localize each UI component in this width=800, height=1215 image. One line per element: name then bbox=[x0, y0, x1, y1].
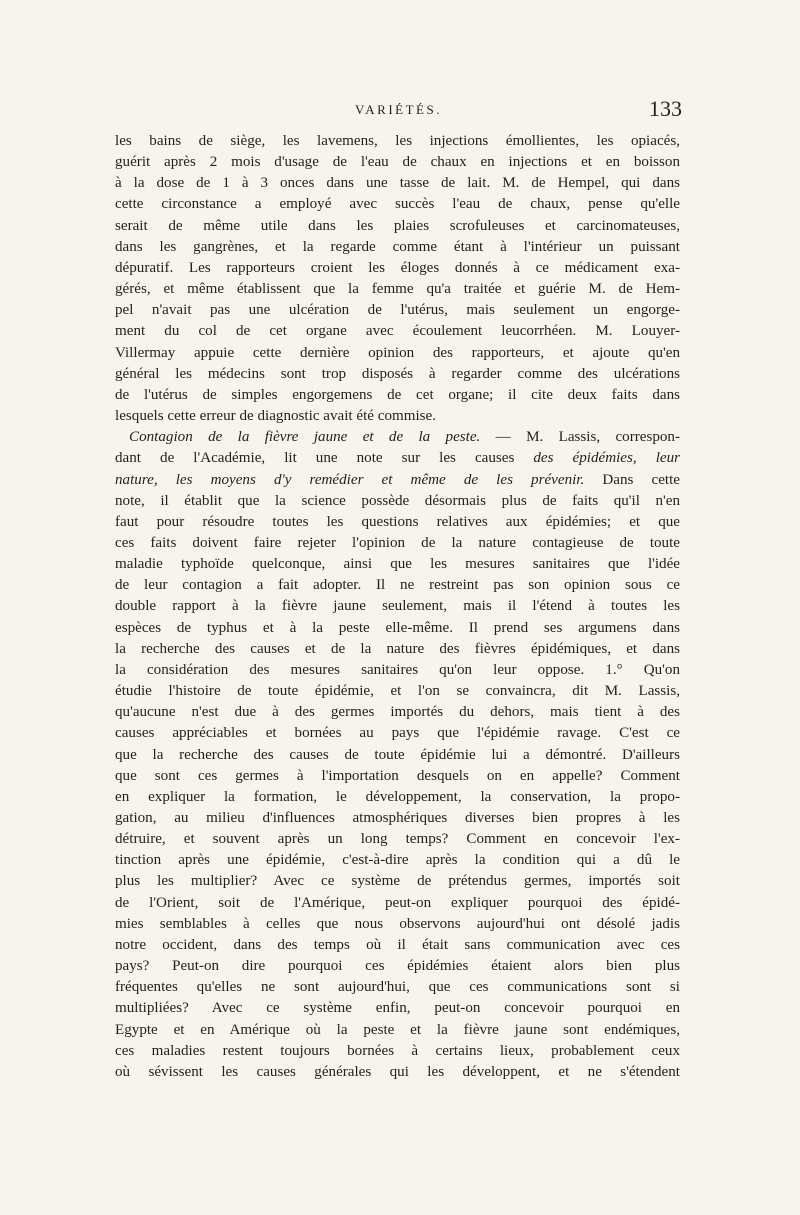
text-line: mies semblables à celles que nous observons aujourd'hui ont désolé jadis bbox=[115, 915, 680, 932]
text-line: pel n'avait pas une ulcération de l'utérus, mais seulement un engorge- bbox=[115, 302, 680, 319]
text-line: où sévissent les causes générales qui les développent, et ne s'étendent bbox=[115, 1063, 680, 1080]
text-line: dépuratif. Les rapporteurs croient les éloges donnés à ce médicament exa- bbox=[115, 259, 680, 276]
text-line: pays? Peut-on dire pourquoi ces épidémies étaient alors bien plus bbox=[115, 958, 680, 975]
text-line: faut pour résoudre toutes les questions relatives aux épidémies; et que bbox=[115, 513, 680, 530]
text-line: ces maladies restent toujours bornées à certains lieux, probablement ceux bbox=[115, 1042, 680, 1059]
text-line bbox=[115, 427, 680, 448]
text-line: tinction après une épidémie, c'est-à-dire après la condition qui a dû le bbox=[115, 852, 680, 869]
text-line: Villermay appuie cette dernière opinion des rapporteurs, et ajoute qu'en bbox=[115, 344, 680, 361]
text-line: plus les multiplier? Avec ce système de prétendus germes, importés soit bbox=[115, 873, 680, 890]
text-line: de l'Orient, soit de l'Amérique, peut-on expliquer pourquoi des épidé- bbox=[115, 894, 680, 911]
text-line bbox=[115, 448, 680, 469]
text-line: gation, au milieu d'influences atmosphériques diverses bien propres à les bbox=[115, 810, 680, 826]
text-line: ces faits doivent faire rejeter l'opinion de la nature contagieuse de toute bbox=[115, 534, 680, 551]
text-line: que la recherche des causes de toute épidémie lui a démontré. D'ailleurs bbox=[115, 746, 680, 763]
text-line: double rapport à la fièvre jaune seulement, mais il l'étend à toutes les bbox=[115, 598, 680, 615]
paragraph-remedies bbox=[115, 131, 680, 427]
text-segment: — M. Lassis, correspon- bbox=[480, 429, 680, 446]
page-header bbox=[115, 96, 682, 126]
italic-title: des épidémies, leur bbox=[533, 450, 680, 467]
text-line: serait de même utile dans les plaies scrofuleuses et carcinomateuses, bbox=[115, 217, 680, 234]
text-line: détruire, et souvent après un long temps? Comment en concevoir l'ex- bbox=[115, 831, 680, 848]
text-line: que sont ces germes à l'importation desquels on en appelle? Comment bbox=[115, 767, 680, 784]
text-line: gérés, et même établissent que la femme qu'a traitée et guérie M. de Hem- bbox=[115, 281, 680, 298]
text-line: la recherche des causes et de la nature des fièvres épidémiques, et dans bbox=[115, 640, 680, 657]
text-line: note, il établit que la science possède désormais plus de faits qu'il n'en bbox=[115, 492, 680, 509]
text-line: guérit après 2 mois d'usage de l'eau de chaux en injections et en boisson bbox=[115, 154, 680, 171]
text-line: à la dose de 1 à 3 onces dans une tasse de lait. M. de Hempel, qui dans bbox=[115, 175, 680, 192]
paragraph-contagion-body bbox=[115, 491, 680, 1083]
text-segment: dant de l'Académie, lit une note sur les causes bbox=[115, 450, 534, 467]
section-heading: Contagion de la fièvre jaune et de la peste. bbox=[129, 429, 481, 446]
text-line: ment du col de cet organe avec écoulement leucorrhéen. M. Louyer- bbox=[115, 323, 680, 340]
text-line: dans les gangrènes, et la regarde comme étant à l'intérieur un puissant bbox=[115, 238, 680, 255]
text-line bbox=[115, 470, 680, 491]
text-line: général les médecins sont trop disposés à regarder comme des ulcérations bbox=[115, 365, 680, 382]
running-title: VARIÉTÉS. bbox=[355, 102, 442, 117]
text-line: en expliquer la formation, le développement, la conservation, la propo- bbox=[115, 788, 680, 805]
italic-title: nature, les moyens d'y remédier et même de les prévenir. bbox=[115, 471, 585, 488]
text-line: Egypte et en Amérique où la peste et la fièvre jaune sont endémiques, bbox=[115, 1021, 680, 1038]
text-line: maladie typhoïde quelconque, ainsi que les mesures sanitaires que l'idée bbox=[115, 556, 680, 573]
body-text bbox=[115, 131, 680, 1083]
text-line: notre occident, dans des temps où il était sans communication avec ces bbox=[115, 936, 680, 953]
text-line: lesquels cette erreur de diagnostic avait été commise. bbox=[115, 408, 437, 425]
text-line: multipliées? Avec ce système enfin, peut-on concevoir pourquoi en bbox=[115, 1000, 680, 1017]
page-number: 133 bbox=[649, 96, 682, 121]
text-line: causes appréciables et bornées au pays que l'épidémie ravage. C'est ce bbox=[115, 725, 680, 742]
text-line: de l'utérus de simples engorgemens de cet organe; il cite deux faits dans bbox=[115, 386, 680, 403]
text-line: fréquentes qu'elles ne sont aujourd'hui, que ces communications sont si bbox=[115, 979, 680, 996]
text-segment: Dans cette bbox=[584, 471, 680, 488]
text-line: cette circonstance a employé avec succès l'eau de chaux, pense qu'elle bbox=[115, 196, 680, 213]
text-line: les bains de siège, les lavemens, les injections émollientes, les opiacés, bbox=[115, 133, 680, 149]
text-line: de leur contagion a fait adopter. Il ne restreint pas son opinion sous ce bbox=[115, 577, 680, 594]
text-line: étudie l'histoire de toute épidémie, et l'on se convaincra, dit M. Lassis, bbox=[115, 683, 680, 700]
text-line: qu'aucune n'est due à des germes importés du dehors, mais tient à des bbox=[115, 704, 680, 721]
text-line: la considération des mesures sanitaires qu'on leur oppose. 1.° Qu'on bbox=[115, 661, 680, 678]
paragraph-contagion bbox=[115, 427, 680, 1083]
text-line: espèces de typhus et à la peste elle-même. Il prend ses argumens dans bbox=[115, 619, 680, 636]
